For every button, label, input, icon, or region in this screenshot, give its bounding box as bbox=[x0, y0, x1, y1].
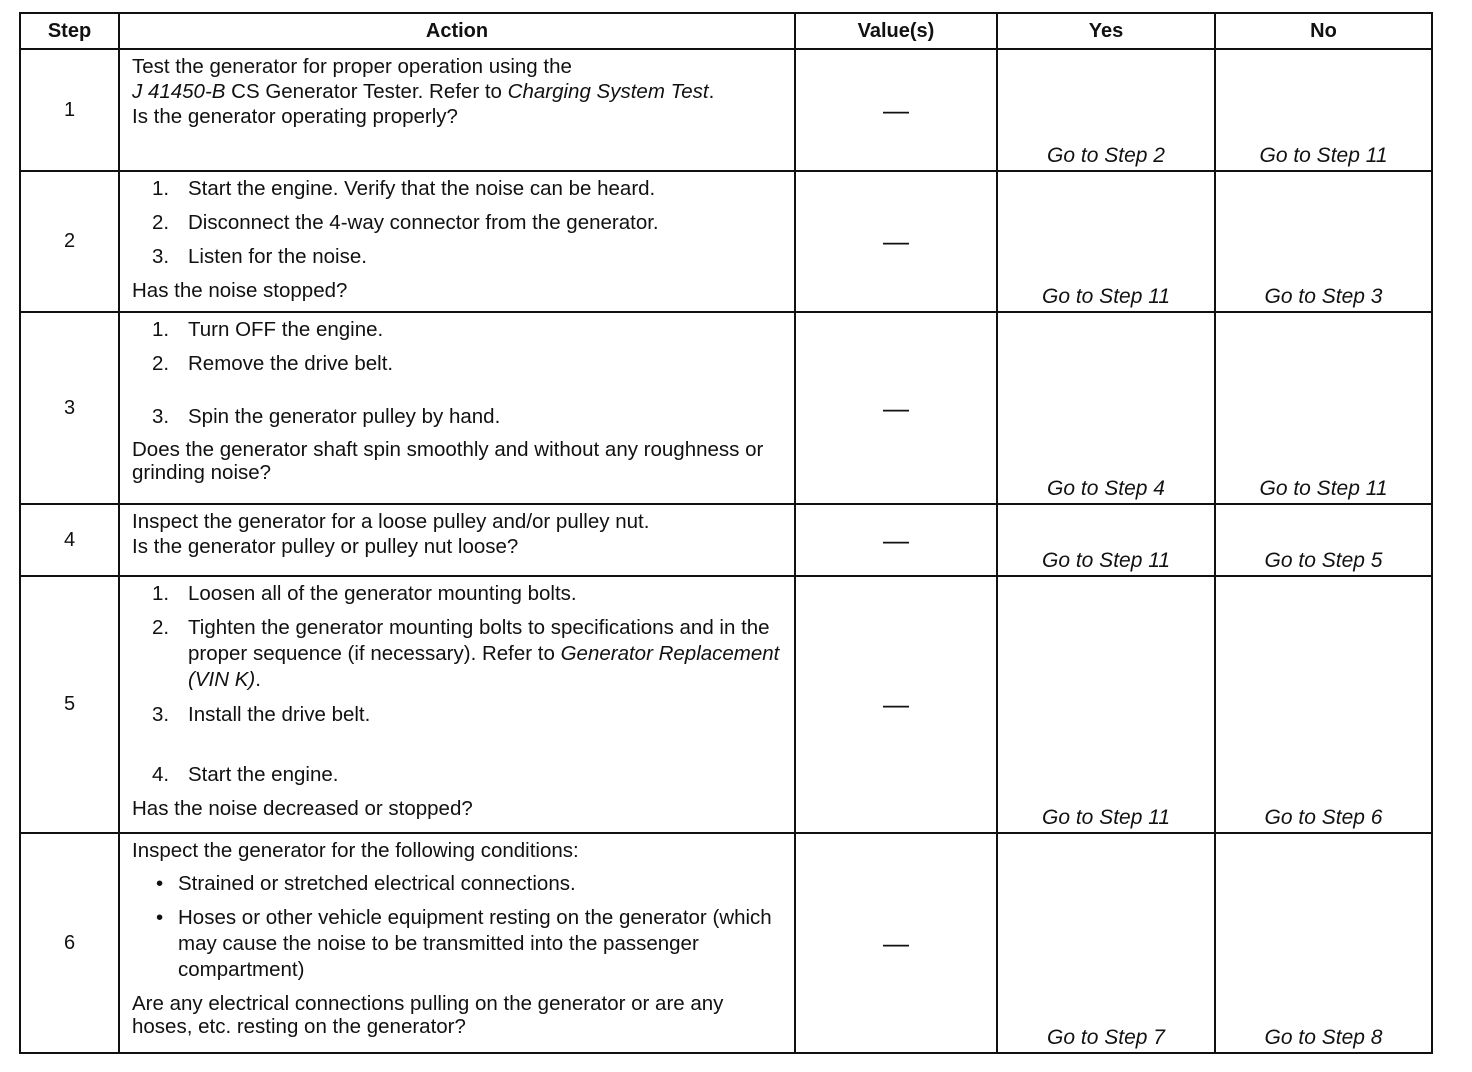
action-cell bbox=[119, 833, 795, 1053]
list-item: • Hoses or other vehicle equipment resting on the generator (which may cause the noise to be transmitted into the passenger compartment) bbox=[156, 906, 772, 981]
header-values: Value(s) bbox=[795, 13, 997, 49]
action-cell bbox=[119, 312, 795, 504]
diagnostic-table bbox=[19, 12, 1433, 1054]
list-item: 2. Tighten the generator mounting bolts to specifications and in the proper sequence (if necessary). Refer to Generator Replacement (VIN K). bbox=[152, 616, 780, 691]
header-action: Action bbox=[119, 13, 795, 49]
value-cell: — bbox=[795, 833, 997, 1053]
action-question: Are any electrical connections pulling on the generator or are any hoses, etc. resting on the generator? bbox=[132, 992, 724, 1038]
action-cell bbox=[119, 49, 795, 171]
action-text: Inspect the generator for a loose pulley and/or pulley nut. bbox=[132, 510, 650, 533]
no-cell: Go to Step 6 bbox=[1215, 576, 1432, 833]
table-row-step-5 bbox=[20, 576, 1432, 833]
action-question: Has the noise stopped? bbox=[132, 279, 348, 302]
table-row-step-2 bbox=[20, 171, 1432, 312]
yes-cell: Go to Step 7 bbox=[997, 833, 1215, 1053]
list-item: 3. Install the drive belt. bbox=[152, 703, 371, 726]
header-no: No bbox=[1215, 13, 1432, 49]
no-cell: Go to Step 11 bbox=[1215, 49, 1432, 171]
table-row-step-3 bbox=[20, 312, 1432, 504]
step-number: 6 bbox=[20, 833, 119, 1053]
action-question: Does the generator shaft spin smoothly and without any roughness or grinding noise? bbox=[132, 438, 764, 484]
action-cell bbox=[119, 576, 795, 833]
yes-cell: Go to Step 2 bbox=[997, 49, 1215, 171]
header-step: Step bbox=[20, 13, 119, 49]
list-item: 3. Listen for the noise. bbox=[152, 245, 367, 268]
table-row-step-1 bbox=[20, 49, 1432, 171]
value-cell: — bbox=[795, 312, 997, 504]
action-question: Is the generator operating properly? bbox=[132, 105, 458, 128]
step-number: 4 bbox=[20, 504, 119, 576]
step-number: 2 bbox=[20, 171, 119, 312]
header-row bbox=[20, 13, 1432, 49]
table-row-step-6 bbox=[20, 833, 1432, 1053]
no-cell: Go to Step 11 bbox=[1215, 312, 1432, 504]
header-yes: Yes bbox=[997, 13, 1215, 49]
list-item: 2. Remove the drive belt. bbox=[152, 352, 394, 375]
value-cell: — bbox=[795, 49, 997, 171]
no-cell: Go to Step 5 bbox=[1215, 504, 1432, 576]
no-cell: Go to Step 3 bbox=[1215, 171, 1432, 312]
conditions-list bbox=[132, 871, 784, 983]
no-cell: Go to Step 8 bbox=[1215, 833, 1432, 1053]
action-question: Is the generator pulley or pulley nut loose? bbox=[132, 535, 519, 558]
action-steps-list bbox=[132, 317, 784, 429]
step-number: 1 bbox=[20, 49, 119, 171]
action-steps-list bbox=[132, 581, 784, 787]
action-steps-list bbox=[132, 176, 784, 269]
list-item: • Strained or stretched electrical connections. bbox=[156, 872, 576, 895]
step-number: 3 bbox=[20, 312, 119, 504]
table-row-step-4 bbox=[20, 504, 1432, 576]
action-question: Has the noise decreased or stopped? bbox=[132, 797, 473, 820]
list-item: 2. Disconnect the 4-way connector from the generator. bbox=[152, 211, 659, 234]
list-item: 3. Spin the generator pulley by hand. bbox=[152, 405, 501, 428]
action-cell bbox=[119, 171, 795, 312]
list-item: 1. Turn OFF the engine. bbox=[152, 318, 384, 341]
action-text: Test the generator for proper operation using the J 41450-B CS Generator Tester. Refer to Charging System Test. bbox=[132, 55, 715, 103]
action-cell bbox=[119, 504, 795, 576]
list-item: 4. Start the engine. bbox=[152, 763, 339, 786]
value-cell: — bbox=[795, 576, 997, 833]
yes-cell: Go to Step 4 bbox=[997, 312, 1215, 504]
yes-cell: Go to Step 11 bbox=[997, 576, 1215, 833]
yes-cell: Go to Step 11 bbox=[997, 171, 1215, 312]
value-cell: — bbox=[795, 504, 997, 576]
list-item: 1. Start the engine. Verify that the noise can be heard. bbox=[152, 177, 656, 200]
value-cell: — bbox=[795, 171, 997, 312]
yes-cell: Go to Step 11 bbox=[997, 504, 1215, 576]
action-text: Inspect the generator for the following conditions: bbox=[132, 839, 579, 862]
step-number: 5 bbox=[20, 576, 119, 833]
list-item: 1. Loosen all of the generator mounting bolts. bbox=[152, 582, 577, 605]
